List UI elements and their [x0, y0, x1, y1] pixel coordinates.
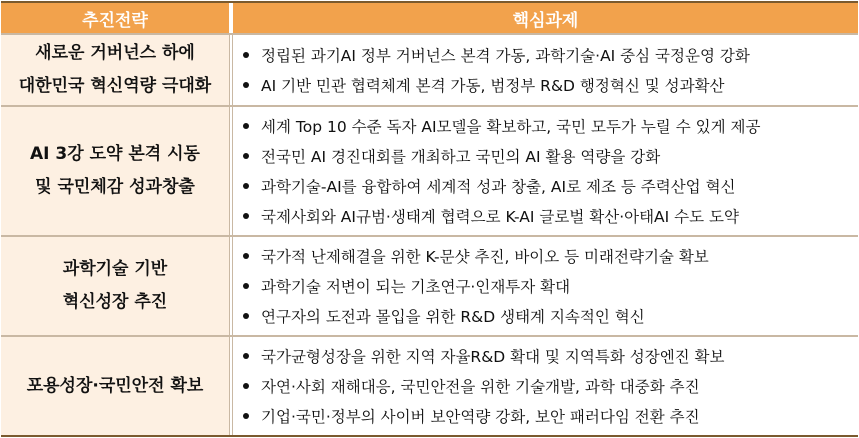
strategy-line: 혁신성장 추진 [62, 292, 168, 312]
bullet-icon [243, 52, 249, 58]
bullet-icon [243, 413, 249, 419]
task-item [233, 111, 858, 141]
task-item [233, 341, 858, 371]
strategy-line: 포용성장·국민안전 확보 [26, 375, 204, 396]
task-text: 국가적 난제해결을 위한 K-문샷 추진, 바이오 등 미래전략기술 확보 [261, 248, 709, 266]
strategy-cell [1, 35, 229, 105]
task-text: 세계 Top 10 수준 독자 AI모델을 확보하고, 국민 모두가 누릴 수 있게 제공 [261, 118, 761, 136]
task-text: 전국민 AI 경진대회를 개최하고 국민의 AI 활용 역량을 강화 [261, 148, 661, 166]
strategy-line: 새로운 거버넌스 하에 [35, 43, 195, 63]
task-item [233, 371, 858, 401]
table-row [1, 237, 858, 335]
strategy-cell [1, 337, 229, 435]
task-text: 자연·사회 재해대응, 국민안전을 위한 기술개발, 과학 대중화 추진 [261, 378, 700, 396]
header-strategy: 추진전략 [1, 3, 229, 33]
bullet-icon [243, 183, 249, 189]
task-text: 국제사회와 AI규범·생태계 협력으로 K-AI 글로벌 확산·아태AI 수도 도약 [261, 208, 739, 226]
tasks-cell [233, 107, 858, 235]
table-row [1, 35, 858, 105]
bullet-icon [243, 213, 249, 219]
bullet-icon [243, 383, 249, 389]
task-item [233, 201, 858, 231]
tasks-cell [233, 237, 858, 335]
task-text: 연구자의 도전과 몰입을 위한 R&D 생태계 지속적인 혁신 [261, 308, 645, 326]
task-text: 과학기술 저변이 되는 기초연구·인재투자 확대 [261, 278, 571, 296]
task-text: 정립된 과기AI 정부 거버넌스 본격 가동, 과학기술·AI 중심 국정운영 강화 [261, 47, 750, 65]
header-tasks: 핵심과제 [233, 3, 858, 33]
task-item [233, 141, 858, 171]
tasks-cell [233, 337, 858, 435]
bullet-icon [243, 123, 249, 129]
table-row [1, 107, 858, 235]
task-item [233, 171, 858, 201]
strategy-table [1, 1, 858, 437]
strategy-line: AI 3강 도약 본격 시동 [30, 144, 200, 164]
task-item [233, 241, 858, 271]
strategy-line: 과학기술 기반 [62, 259, 168, 279]
task-item [233, 271, 858, 301]
bullet-icon [243, 283, 249, 289]
bullet-icon [243, 353, 249, 359]
task-item [233, 401, 858, 431]
strategy-cell [1, 107, 229, 235]
strategy-line: 및 국민체감 성과창출 [35, 177, 195, 197]
task-item [233, 40, 858, 70]
strategy-line: 대한민국 혁신역량 극대화 [18, 76, 212, 96]
bullet-icon [243, 82, 249, 88]
tasks-cell [233, 35, 858, 105]
table-row [1, 337, 858, 435]
task-text: 과학기술-AI를 융합하여 세계적 성과 창출, AI로 제조 등 주력산업 혁신 [261, 178, 736, 196]
task-text: AI 기반 민관 협력체계 본격 가동, 범정부 R&D 행정혁신 및 성과확산 [261, 77, 725, 95]
task-item [233, 70, 858, 100]
task-text: 기업·국민·정부의 사이버 보안역량 강화, 보안 패러다임 전환 추진 [261, 408, 700, 426]
bullet-icon [243, 313, 249, 319]
task-item [233, 301, 858, 331]
bullet-icon [243, 253, 249, 259]
bullet-icon [243, 153, 249, 159]
strategy-cell [1, 237, 229, 335]
task-text: 국가균형성장을 위한 지역 자율R&D 확대 및 지역특화 성장엔진 확보 [261, 348, 725, 366]
